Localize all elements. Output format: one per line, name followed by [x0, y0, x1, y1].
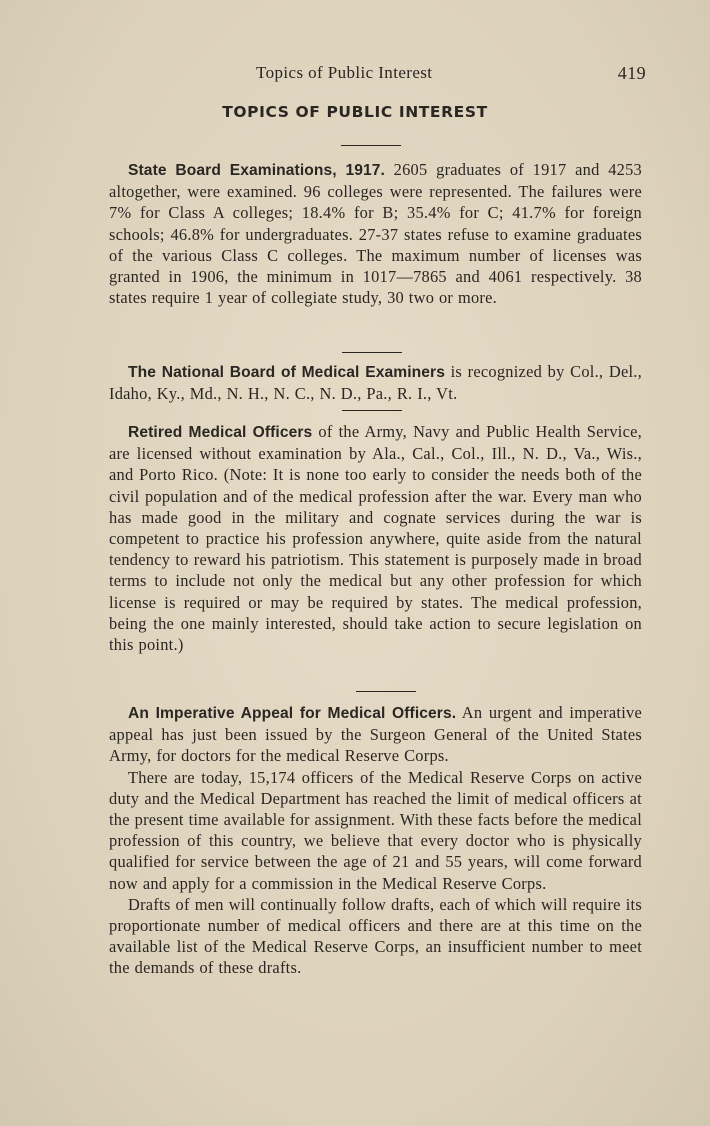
page-title: TOPICS OF PUBLIC INTEREST: [222, 103, 488, 121]
section-retired-officers: [109, 421, 642, 655]
section-heading: Retired Medical Officers: [128, 424, 313, 441]
section-state-board: [109, 159, 642, 308]
section-divider: [341, 145, 401, 146]
section-text: of the Army, Navy and Public Health Service, are licensed without examination by Ala., Cal., Col., Ill., N. D., Va., Wis., and Porto Rico. (Note: It is none too early to consider the needs both of the civil population and of the medical profession after the war. Every man who has made good in the military and cognate services during the war is competent to practice his profession anywhere, quite aside from the natural tendency to reward his patriotism. This statement is purposely made in broad terms to include not only the medical but any other profession for which license is required or may be required by states. The medical profession, being the one mainly interested, should take action to secure legislation on this point.): [109, 422, 642, 655]
section-divider: [356, 691, 416, 692]
section-divider: [342, 410, 402, 411]
section-imperative-appeal: [109, 702, 642, 979]
section-divider: [342, 352, 402, 353]
page-number: 419: [617, 63, 646, 83]
running-head-title: Topics of Public Interest: [256, 63, 433, 82]
section-text: 2605 graduates of 1917 and 4253 altogether, were examined. 96 colleges were represented. The failures were 7% for Class A colleges; 18.4% for B; 35.4% for C; 41.7% for foreign schools; 46.8% for undergraduates. 27-37 states refuse to examine graduates of the various Class C colleges. The maximum number of licenses was granted in 1906, the minimum in 1017—7865 and 4061 respectively. 38 states require 1 year of collegiate study, 30 two or more.: [109, 160, 642, 308]
section-national-board: [109, 361, 642, 404]
section-heading: The National Board of Medical Examiners: [128, 364, 445, 381]
section-text: is recognized by Col., Del., Idaho, Ky., Md., N. H., N. C., N. D., Pa., R. I., Vt.: [109, 362, 642, 404]
paragraph: There are today, 15,174 officers of the Medical Reserve Corps on active duty and the Medical Department has reached the limit of medical officers at the present time available for assignment. With these facts before the medical profession of this country, we believe that every doctor who is physically qualified for service between the age of 21 and 55 years, will come forward now and apply for a commission in the Medical Reserve Corps.: [109, 767, 642, 893]
section-text: An urgent and imperative appeal has just been issued by the Surgeon General of the United States Army, for doctors for the medical Reserve Corps.: [109, 703, 642, 766]
running-head: [256, 63, 646, 87]
section-heading: State Board Examinations, 1917.: [128, 162, 385, 179]
paragraph: Drafts of men will continually follow drafts, each of which will require its proportionate number of medical officers and there are at this time on the available list of the Medical Reserve Corps, an insufficient number to meet the demands of these drafts.: [109, 894, 642, 978]
section-heading: An Imperative Appeal for Medical Officers.: [128, 705, 457, 722]
